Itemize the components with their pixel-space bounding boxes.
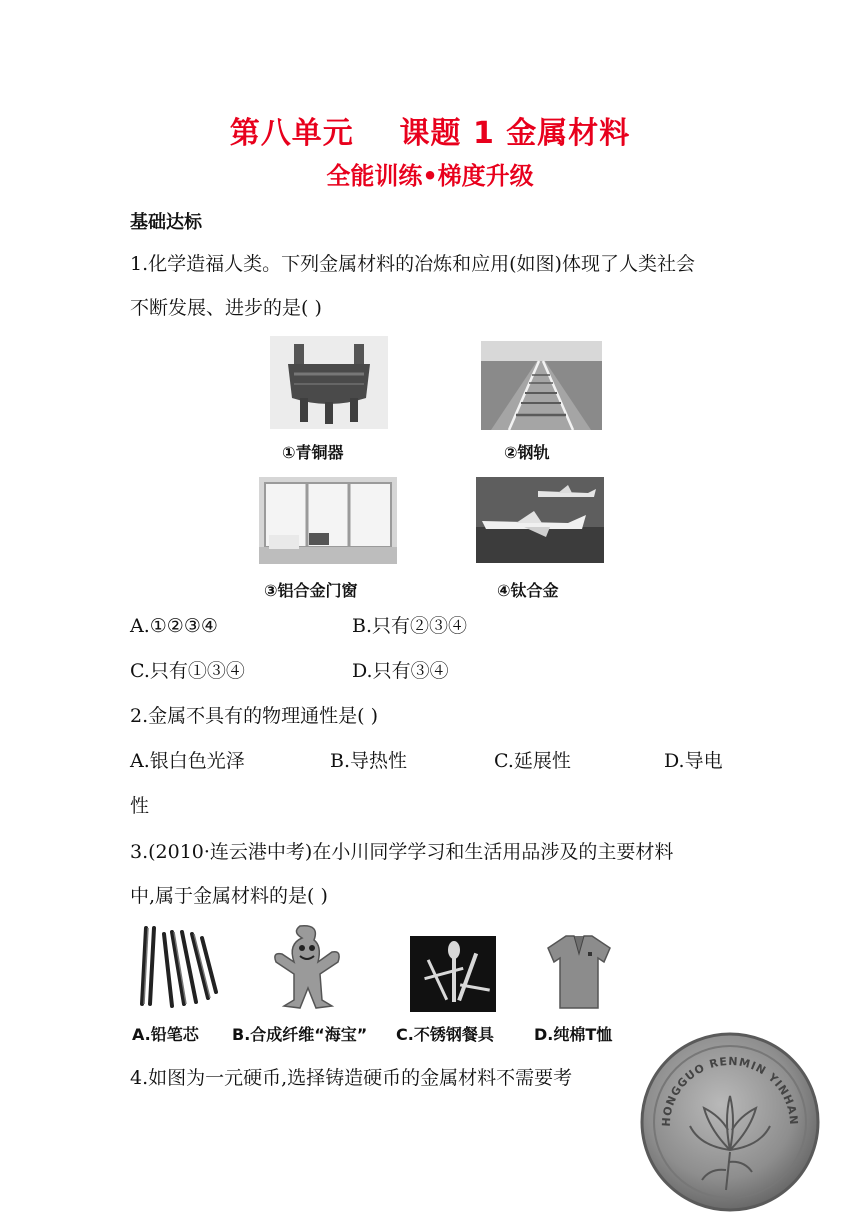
caption-cutlery: C.不锈钢餐具 (396, 1025, 494, 1044)
railway-track-icon (481, 341, 602, 430)
railway-track-image (481, 341, 602, 430)
jet-aircraft-icon (476, 477, 604, 563)
question-1-line-2: 不断发展、进步的是( ) (130, 297, 322, 319)
question-3-line-1: 3.(2010·连云港中考)在小川同学学习和生活用品涉及的主要材料 (130, 841, 674, 863)
q2-option-c: C.延展性 (494, 750, 571, 772)
question-4-line-1: 4.如图为一元硬币,选择铸造硬币的金属材料不需要考 (130, 1067, 573, 1089)
caption-bronze: ①青铜器 (282, 443, 344, 462)
question-1-line-1: 1.化学造福人类。下列金属材料的冶炼和应用(如图)体现了人类社会 (130, 253, 695, 275)
window-frame-icon (259, 477, 397, 564)
page-subtitle: 全能训练•梯度升级 (326, 162, 534, 190)
cutlery-image (410, 936, 496, 1012)
caption-jet: ④钛合金 (497, 581, 559, 600)
q2-option-a: A.银白色光泽 (130, 750, 245, 772)
caption-pencil: A.铅笔芯 (132, 1025, 199, 1044)
caption-window: ③铝合金门窗 (264, 581, 358, 600)
q1-option-a: A.①②③④ (130, 615, 218, 637)
pencil-lead-icon (132, 924, 222, 1010)
q1-option-b: B.只有②③④ (352, 615, 468, 637)
haibao-mascot-image (262, 922, 352, 1012)
tshirt-image (544, 932, 614, 1012)
q1-option-c: C.只有①③④ (130, 660, 245, 682)
coin-inscription: HONGGUO RENMIN YINHAN (659, 1054, 801, 1127)
caption-rail: ②钢轨 (504, 443, 550, 462)
question-3-line-2: 中,属于金属材料的是( ) (130, 885, 328, 907)
bronze-tripod-image (270, 336, 388, 429)
caption-tshirt: D.纯棉T恤 (534, 1025, 613, 1044)
haibao-mascot-icon (262, 922, 352, 1012)
page-title: 第八单元 课题 1 金属材料 (229, 116, 631, 151)
q2-option-d-wrap: 性 (130, 795, 150, 817)
jet-aircraft-image (476, 477, 604, 563)
question-2-stem: 2.金属不具有的物理通性是( ) (130, 705, 378, 727)
bronze-tripod-icon (270, 336, 388, 429)
q2-option-d: D.导电 (664, 750, 723, 772)
caption-haibao: B.合成纤维“海宝” (232, 1025, 368, 1044)
q2-option-b: B.导热性 (330, 750, 408, 772)
section-label: 基础达标 (130, 212, 202, 233)
q1-option-d: D.只有③④ (352, 660, 449, 682)
pencil-lead-image (132, 924, 222, 1010)
coin-image (640, 1030, 820, 1212)
cutlery-icon (410, 936, 496, 1012)
window-frame-image (259, 477, 397, 564)
tshirt-icon (544, 932, 614, 1012)
coin-icon (640, 1030, 820, 1212)
